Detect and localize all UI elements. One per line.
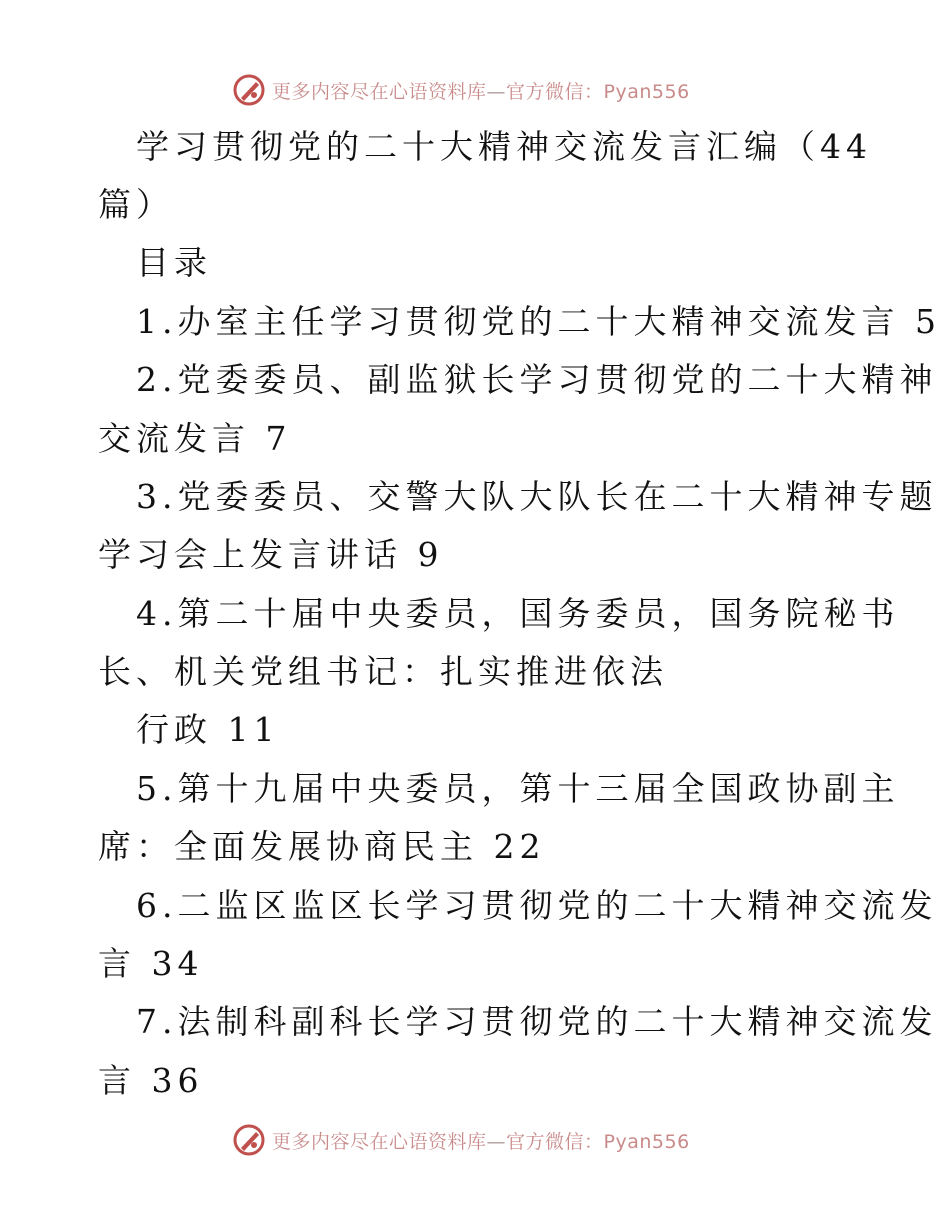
doc-title-line-1: 学习贯彻党的二十大精神交流发言汇编（44: [136, 127, 872, 166]
doc-title-line-2: 篇）: [98, 185, 174, 224]
toc-entry-2-line-1: 2.党委委员、副监狱长学习贯彻党的二十大精神: [136, 360, 938, 399]
toc-entry-7-line-2: 言 36: [98, 1061, 204, 1100]
toc-entry-4-line-3: 行政 11: [136, 710, 280, 749]
toc-entry-5-line-2: 席：全面发展协商民主 22: [98, 827, 546, 866]
toc-entry-4-line-2: 长、机关党组书记：扎实推进依法: [98, 652, 668, 691]
toc-entry-3-line-2: 学习会上发言讲话 9: [98, 535, 444, 574]
toc-entry-6-line-2: 言 34: [98, 944, 204, 983]
toc-entry-7-line-1: 7.法制科副科长学习贯彻党的二十大精神交流发: [136, 1002, 938, 1041]
pen-logo-icon: [232, 73, 266, 107]
toc-heading: 目录: [136, 243, 212, 282]
toc-entry-6-line-1: 6.二监区监区长学习贯彻党的二十大精神交流发: [136, 886, 938, 925]
footer-banner: [232, 1120, 690, 1160]
banner-text: 更多内容尽在心语资料库—官方微信：Pyan556: [272, 1130, 690, 1153]
pen-logo-icon: [232, 1123, 266, 1157]
toc-entry-4-line-1: 4.第二十届中央委员，国务委员，国务院秘书: [136, 594, 900, 633]
header-banner: [232, 70, 690, 110]
toc-entry-3-line-1: 3.党委委员、交警大队大队长在二十大精神专题: [136, 477, 938, 516]
toc-entry-1: 1.办室主任学习贯彻党的二十大精神交流发言 5: [136, 302, 941, 341]
toc-entry-2-line-2: 交流发言 7: [98, 419, 292, 458]
banner-text: 更多内容尽在心语资料库—官方微信：Pyan556: [272, 80, 690, 103]
toc-entry-5-line-1: 5.第十九届中央委员，第十三届全国政协副主: [136, 769, 900, 808]
